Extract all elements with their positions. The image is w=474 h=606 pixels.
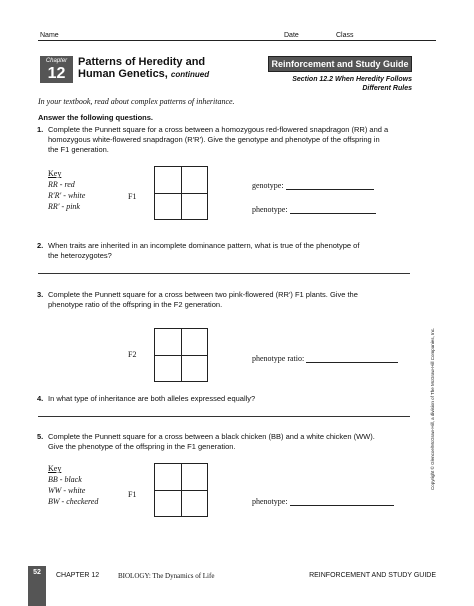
key-5 [48,463,98,507]
punnett-square-1[interactable] [154,166,208,220]
question-3 [37,290,428,310]
question-number: 1. [37,125,44,134]
phenotype-answer-line[interactable] [290,496,394,506]
genotype-answer-line[interactable] [286,180,374,190]
answer-heading: Answer the following questions. [38,113,154,122]
answer-line-4[interactable] [38,416,410,417]
intro-text: In your textbook, read about complex patterns of inheritance. [38,97,235,106]
phenotype-label: phenotype: [252,497,288,506]
key-1 [48,168,85,212]
question-text: Complete the Punnett square for a cross between two pink-flowered (RR′) F1 plants. Give the [48,290,358,299]
generation-label: F1 [128,490,137,499]
section-heading [292,75,412,93]
question-number: 4. [37,394,44,403]
section-line2: Different Rules [362,85,412,92]
title-line1: Patterns of Heredity and [78,56,206,68]
question-text: When traits are inherited in an incomplete dominance pattern, what is true of the phenotype of [48,241,360,250]
question-text: Complete the Punnett square for a cross between a black chicken (BB) and a white chicken (WW). [48,432,375,441]
question-4 [37,394,428,404]
answer-line-2[interactable] [38,273,410,274]
question-text: the F1 generation. [48,145,109,154]
chapter-number: 12 [47,65,66,82]
title-continued: continued [170,70,210,79]
generation-label: F2 [128,350,137,359]
class-label: Class [336,32,354,39]
question-text: In what type of inheritance are both alleles expressed equally? [48,394,256,403]
key-entry: RR′ - pink [48,202,80,211]
phenotype-field [252,204,376,214]
question-2 [37,241,428,261]
footer-book: BIOLOGY: The Dynamics of Life [118,572,215,580]
punnett-square-5[interactable] [154,463,208,517]
footer-guide: REINFORCEMENT AND STUDY GUIDE [309,572,436,579]
question-number: 3. [37,290,44,299]
page-title [78,56,209,81]
phenotype-answer-line[interactable] [290,204,376,214]
question-number: 2. [37,241,44,250]
question-text: Give the phenotype of the offspring in the F1 generation. [48,442,236,451]
question-5 [37,432,428,452]
key-entry: BW - checkered [48,497,99,506]
question-text: the heterozygotes? [48,251,112,260]
phenotype-label: phenotype: [252,205,288,214]
header-rule [38,40,436,41]
footer-chapter: CHAPTER 12 [56,572,100,579]
key-entry: R′R′ - white [48,191,86,200]
question-number: 5. [37,432,44,441]
section-line1: Section 12.2 When Heredity Follows [292,76,412,83]
question-text: phenotype ratio of the offspring in the F2 generation. [48,300,223,309]
name-label: Name [40,32,59,39]
date-label: Date [284,32,299,39]
question-1 [37,125,428,155]
title-line2: Human Genetics, [78,68,168,80]
key-entry: BB - black [48,475,82,484]
copyright-text: Copyright © Glencoe/McGraw-Hill, a division of The McGraw-Hill Companies, Inc. [430,327,435,490]
chapter-badge [40,56,73,83]
chapter-label: Chapter [45,58,68,64]
question-text: Complete the Punnett square for a cross between a homozygous red-flowered snapdragon (RR) and a [48,125,389,134]
key-title: Key [48,464,62,473]
key-title: Key [48,169,62,178]
question-text: homozygous white-flowered snapdragon (R′R′). Give the genotype and phenotype of the offspring in [48,135,380,144]
guide-banner: Reinforcement and Study Guide [268,56,412,72]
phenotype-field [252,496,394,506]
key-entry: RR - red [48,180,75,189]
phenotype-ratio-field [252,353,398,363]
genotype-label: genotype: [252,181,284,190]
genotype-field [252,180,374,190]
key-entry: WW - white [48,486,86,495]
phenotype-ratio-answer-line[interactable] [306,353,398,363]
punnett-square-3[interactable] [154,328,208,382]
page-number: 52 [33,569,41,576]
phenotype-ratio-label: phenotype ratio: [252,354,305,363]
generation-label: F1 [128,192,137,201]
